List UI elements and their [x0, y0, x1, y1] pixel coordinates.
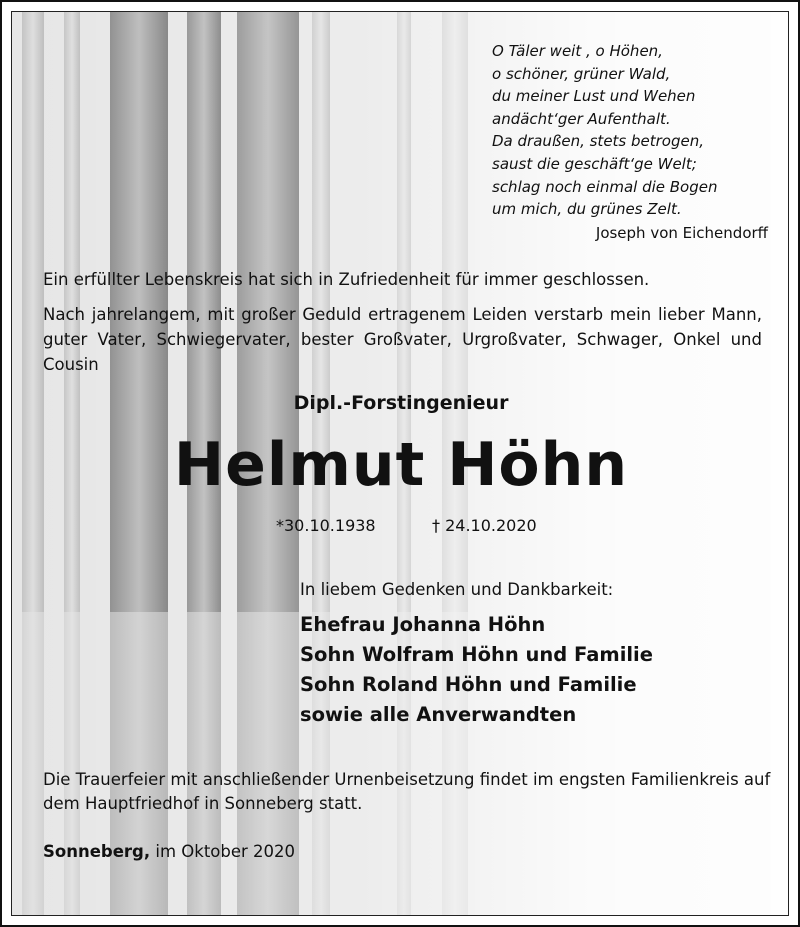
mourner-entry: Sohn Wolfram Höhn und Familie — [300, 643, 653, 666]
deceased-name: Helmut Höhn — [173, 430, 629, 500]
place-date: im Oktober 2020 — [150, 842, 296, 861]
mourner-entry: Sohn Roland Höhn und Familie — [300, 673, 637, 696]
eichendorff-poem — [492, 40, 768, 244]
poem-line: du meiner Lust und Wehen — [492, 87, 696, 106]
poem-line: saust die geschäft‘ge Welt; — [492, 154, 697, 173]
deceased-title: Dipl.-Forstingenieur — [293, 392, 509, 414]
poem-line: andächt‘ger Aufenthalt. — [492, 109, 671, 128]
place-and-date — [43, 842, 295, 861]
birth-date: *30.10.1938 — [276, 516, 376, 535]
death-announcement-text: Nach jahrelangem, mit großer Geduld ertragenem Leiden verstarb mein lieber Mann, guter Vater, Schwiegervater, bester Großvater, Urgroßvater, Schwager, Onkel und Cousin — [43, 305, 762, 374]
place-city: Sonneberg, — [43, 842, 151, 861]
poem-line: schlag noch einmal die Bogen — [492, 177, 718, 196]
intro-sentence: Ein erfüllter Lebenskreis hat sich in Zufriedenheit für immer geschlossen. — [43, 270, 650, 289]
poem-author: Joseph von Eichendorff — [595, 223, 768, 242]
mourners-list — [300, 610, 653, 730]
poem-line: Da draußen, stets betrogen, — [492, 132, 705, 151]
mourners-heading: In liebem Gedenken und Dankbarkeit: — [300, 580, 614, 599]
obituary-inner-frame — [11, 11, 789, 916]
mourner-entry: Ehefrau Johanna Höhn — [300, 613, 546, 636]
death-date: † 24.10.2020 — [432, 516, 537, 535]
funeral-notice: Die Trauerfeier mit anschließender Urnenbeisetzung findet im engsten Familienkreis auf dem Hauptfriedhof in Sonneberg statt. — [43, 770, 771, 813]
mourner-entry: sowie alle Anverwandten — [300, 703, 577, 726]
poem-line: O Täler weit , o Höhen, — [492, 42, 663, 60]
poem-line: um mich, du grünes Zelt. — [492, 200, 682, 219]
poem-line: o schöner, grüner Wald, — [492, 64, 671, 83]
